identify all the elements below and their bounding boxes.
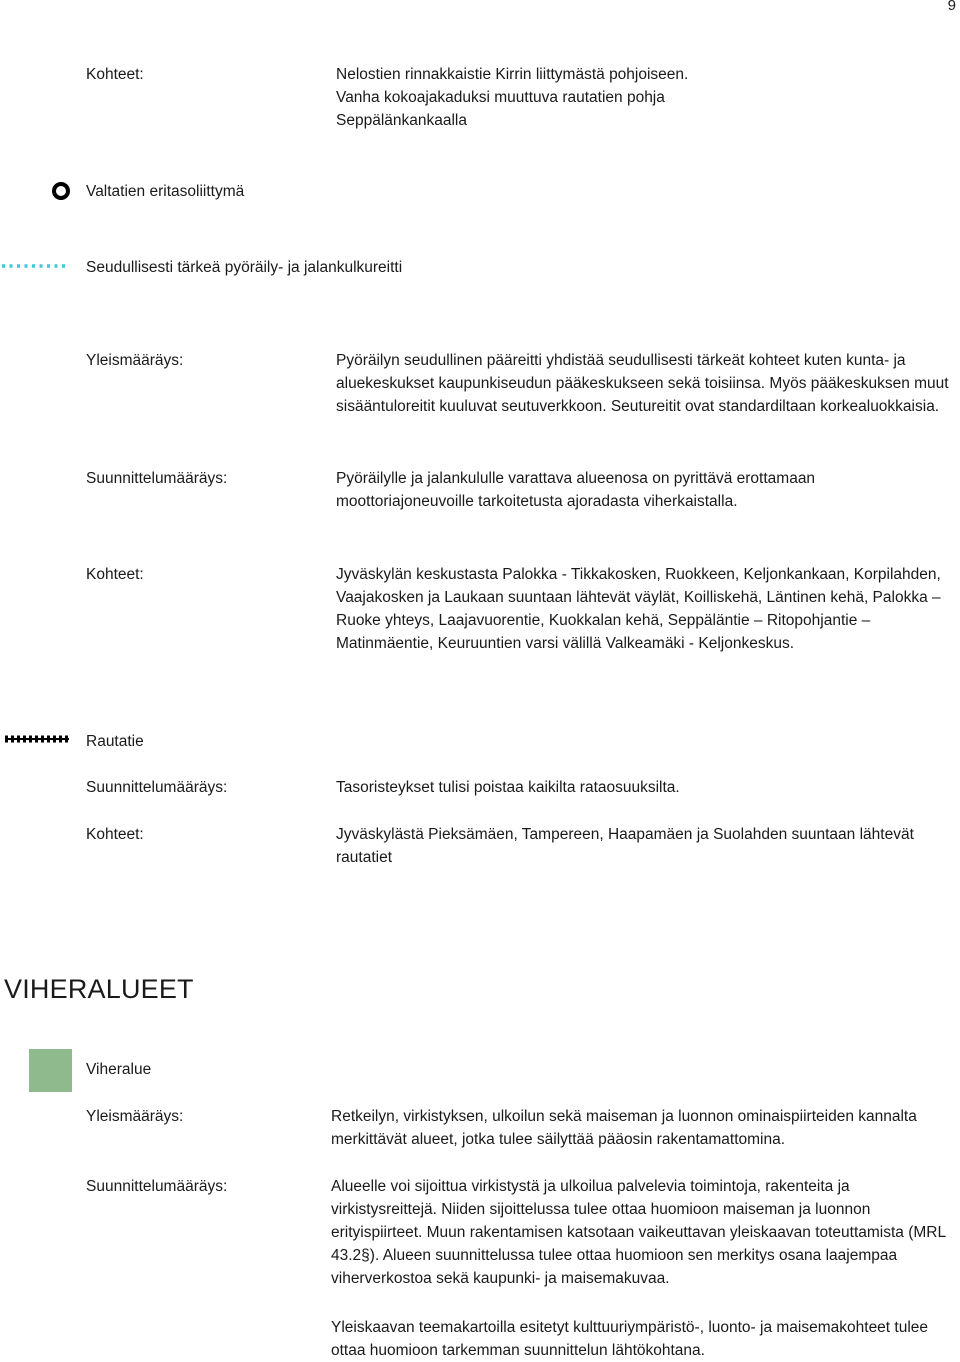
suunnittelumaarays-label: Suunnittelumääräys: bbox=[86, 470, 228, 487]
green-area-swatch bbox=[29, 1049, 72, 1092]
cyan-dotted-line-icon bbox=[0, 262, 70, 270]
bikeway-legend-title: Seudullisesti tärkeä pyöräily- ja jalankulkureitti bbox=[86, 259, 403, 276]
yleismaarays-label: Yleismääräys: bbox=[86, 1108, 184, 1125]
railway-legend-title: Rautatie bbox=[86, 733, 144, 750]
kohteet-text: Jyväskylän keskustasta Palokka - Tikkakosken, Ruokkeen, Keljonkankaan, Korpilahden, Vaajakosken ja Laukaan suuntaan lähtevät väylät, Koilliskehä, Läntinen kehä, Palokka – Ruoke yhteys, Laajavuorentie, Kuokkalan kehä, Seppäläntie – Ritopohjantie – Matinmäentie, Keuruuntien varsi välillä Valkeamäki - Keljonkeskus. bbox=[336, 566, 941, 652]
kohteet-label: Kohteet: bbox=[86, 566, 144, 583]
yleismaarays-label: Yleismääräys: bbox=[86, 352, 184, 369]
suunnittelumaarays-label: Suunnittelumääräys: bbox=[86, 1178, 228, 1195]
railway-line-icon bbox=[4, 734, 70, 744]
page-number: 9 bbox=[947, 0, 956, 14]
suunnittelumaarays-text: Alueelle voi sijoittua virkistystä ja ulkoilua palvelevia toimintoja, rakenteita ja virkistysreittejä. Niiden sijoittelussa tulee ottaa huomioon maiseman ja luonnon erityispiirteet. Muun rakentamisen katsotaan vaikeuttavan yleiskaavan toteuttamista (MRL 43.2§). Alueen suunnittelussa tulee ottaa huomioon sen merkitys osana laajempaa viherverkostoa sekä kaupunki- ja maisemakuvaa. bbox=[331, 1178, 946, 1287]
suunnittelumaarays-text: Pyöräilylle ja jalankululle varattava alueenosa on pyrittävä erottamaan moottoriajoneuvoille tarkoitetusta ajoradasta viherkaistalla. bbox=[336, 470, 816, 510]
suunnittelumaarays-text-2: Yleiskaavan teemakartoilla esitetyt kulttuuriympäristö-, luonto- ja maisemakohteet tulee ottaa huomioon tarkemman suunnittelun lähtökohtana. bbox=[331, 1319, 929, 1359]
interchange-legend-title: Valtatien eritasoliittymä bbox=[86, 183, 245, 200]
yleismaarays-text: Pyöräilyn seudullinen pääreitti yhdistää seudullisesti tärkeät kohteet kuten kunta- ja aluekeskukset kaupunkiseudun pääkeskukseen sekä toisiinsa. Myös pääkeskuksen muut sisääntuloreitit kuuluvat seutuverkkoon. Seutureitit ovat standardiltaan korkealuokkaisia. bbox=[336, 352, 949, 415]
suunnittelumaarays-text: Tasoristeykset tulisi poistaa kaikilta rataosuuksilta. bbox=[336, 779, 680, 796]
suunnittelumaarays-label: Suunnittelumääräys: bbox=[86, 779, 228, 796]
kohteet-text: Nelostien rinnakkaistie Kirrin liittymästä pohjoiseen. Vanha kokoajakaduksi muuttuva rautatien pohja Seppälänkankaalla bbox=[336, 66, 689, 129]
kohteet-text: Jyväskylästä Pieksämäen, Tampereen, Haapamäen ja Suolahden suuntaan lähtevät rautatiet bbox=[336, 826, 914, 866]
kohteet-label: Kohteet: bbox=[86, 66, 144, 83]
green-legend-title: Viheralue bbox=[86, 1061, 152, 1078]
kohteet-label: Kohteet: bbox=[86, 826, 144, 843]
yleismaarays-text: Retkeilyn, virkistyksen, ulkoilun sekä maiseman ja luonnon ominaispiirteiden kannalta merkittävät alueet, jotka tulee säilyttää pääosin rakentamattomina. bbox=[331, 1108, 917, 1148]
section-heading: VIHERALUEET bbox=[4, 974, 194, 1004]
ring-icon bbox=[50, 180, 72, 202]
